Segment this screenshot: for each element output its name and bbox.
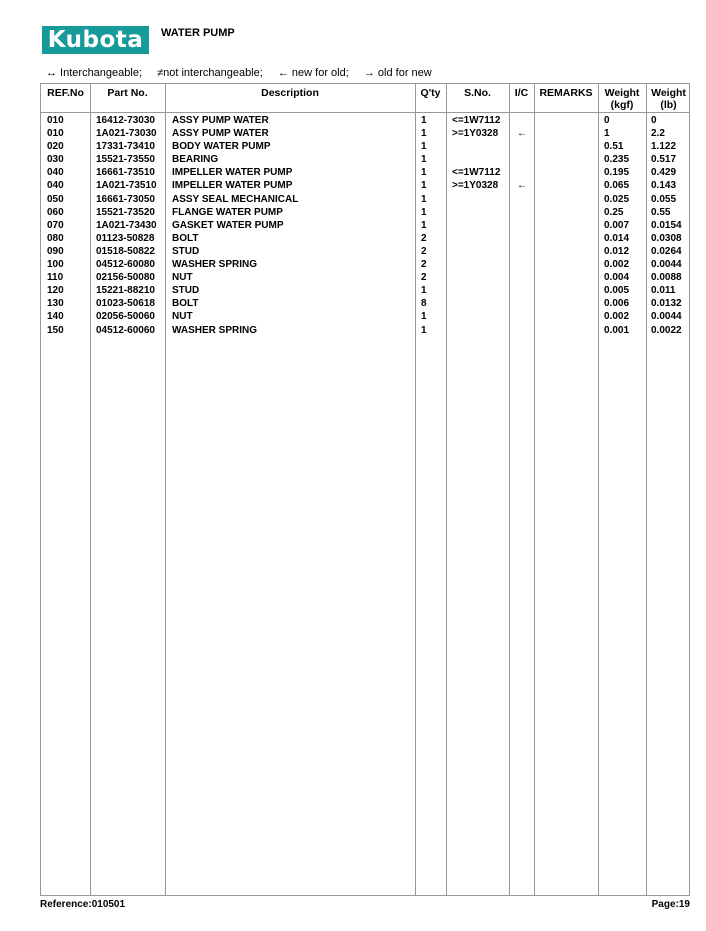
cell-description: IMPELLER WATER PUMP [172, 167, 293, 179]
cell-description: FLANGE WATER PUMP [172, 206, 283, 218]
cell-part-no: 02056-50060 [96, 311, 155, 323]
cell-weight-lb: 0.0308 [651, 232, 682, 244]
cell-description: ASSY PUMP WATER [172, 128, 269, 140]
cell-qty: 2 [421, 232, 427, 244]
table-row [41, 245, 691, 258]
cell-part-no: 01023-50618 [96, 298, 155, 310]
cell-weight-kgf: 0.002 [604, 259, 630, 271]
header-qty: Q'ty [420, 87, 441, 99]
cell-ic: ← [517, 128, 527, 140]
cell-ref-no: 130 [47, 298, 64, 310]
cell-ref-no: 100 [47, 259, 64, 271]
table-row [41, 193, 691, 206]
cell-weight-lb: 0.55 [651, 206, 671, 218]
cell-weight-lb: 0 [651, 115, 657, 126]
cell-weight-kgf: 0.012 [604, 245, 630, 257]
cell-weight-kgf: 0.195 [604, 167, 630, 179]
table-row [41, 153, 691, 166]
cell-weight-lb: 0.0022 [651, 324, 682, 336]
cell-weight-lb: 0.143 [651, 180, 677, 192]
cell-serial-no: <=1W7112 [452, 167, 501, 179]
cell-qty: 1 [421, 128, 427, 140]
page-number: Page:19 [651, 899, 690, 910]
table-row [41, 271, 691, 284]
cell-description: NUT [172, 272, 193, 284]
cell-qty: 2 [421, 272, 427, 284]
cell-weight-kgf: 0.004 [604, 272, 630, 284]
cell-description: NUT [172, 311, 193, 323]
cell-part-no: 16661-73510 [96, 167, 155, 179]
cell-description: BOLT [172, 232, 199, 244]
legend-not-interchangeable: ≠not interchangeable; [157, 67, 263, 79]
cell-weight-lb: 0.0132 [651, 298, 682, 310]
header-part-no: Part No. [107, 87, 148, 99]
cell-qty: 1 [421, 180, 427, 192]
table-row [41, 140, 691, 153]
parts-table [40, 83, 690, 896]
cell-ref-no: 020 [47, 141, 64, 153]
cell-description: ASSY PUMP WATER [172, 115, 269, 126]
cell-qty: 8 [421, 298, 427, 310]
header-weight-lb: Weight (lb) [651, 87, 686, 111]
cell-qty: 1 [421, 324, 427, 336]
cell-serial-no: >=1Y0328 [452, 180, 499, 192]
legend-new-for-old: ← new for old; [277, 67, 349, 79]
cell-weight-lb: 0.0264 [651, 245, 682, 257]
cell-weight-kgf: 0.002 [604, 311, 630, 323]
cell-ic: ← [517, 180, 527, 192]
reference-code: Reference:010501 [40, 899, 126, 910]
cell-ref-no: 080 [47, 232, 64, 244]
cell-part-no: 04512-60080 [96, 259, 155, 271]
header-serial-no: S.No. [464, 87, 491, 99]
cell-ref-no: 110 [47, 272, 64, 284]
table-row [41, 232, 691, 245]
cell-ref-no: 030 [47, 154, 64, 166]
cell-weight-kgf: 0 [604, 115, 610, 126]
cell-weight-lb: 0.055 [651, 193, 677, 205]
cell-part-no: 16661-73050 [96, 193, 155, 205]
cell-serial-no: <=1W7112 [452, 115, 501, 126]
cell-part-no: 16412-73030 [96, 115, 155, 126]
cell-part-no: 15221-88210 [96, 285, 155, 297]
cell-ref-no: 140 [47, 311, 64, 323]
cell-weight-kgf: 0.001 [604, 324, 630, 336]
cell-weight-kgf: 0.51 [604, 141, 624, 153]
cell-description: WASHER SPRING [172, 259, 258, 271]
cell-description: WASHER SPRING [172, 324, 258, 336]
legend-interchangeable: ↔ Interchangeable; [46, 67, 143, 79]
cell-qty: 2 [421, 245, 427, 257]
cell-weight-lb: 0.0154 [651, 219, 682, 231]
cell-weight-kgf: 0.065 [604, 180, 630, 192]
cell-description: BODY WATER PUMP [172, 141, 271, 153]
kubota-logo: Kubota [42, 26, 149, 54]
header-remarks: REMARKS [539, 87, 593, 99]
cell-qty: 2 [421, 259, 427, 271]
cell-weight-lb: 0.0088 [651, 272, 682, 284]
cell-ref-no: 010 [47, 115, 64, 126]
cell-description: ASSY SEAL MECHANICAL [172, 193, 299, 205]
cell-weight-kgf: 0.006 [604, 298, 630, 310]
cell-part-no: 15521-73550 [96, 154, 155, 166]
cell-weight-kgf: 0.007 [604, 219, 630, 231]
cell-part-no: 1A021-73510 [96, 180, 157, 192]
cell-description: GASKET WATER PUMP [172, 219, 284, 231]
cell-weight-lb: 2.2 [651, 128, 665, 140]
cell-weight-kgf: 1 [604, 128, 610, 140]
header-description: Description [261, 87, 319, 99]
table-body [41, 114, 691, 337]
table-row [41, 166, 691, 179]
cell-part-no: 1A021-73030 [96, 128, 157, 140]
cell-weight-kgf: 0.025 [604, 193, 630, 205]
cell-ref-no: 150 [47, 324, 64, 336]
cell-weight-lb: 1.122 [651, 141, 677, 153]
cell-qty: 1 [421, 206, 427, 218]
cell-part-no: 02156-50080 [96, 272, 155, 284]
cell-qty: 1 [421, 219, 427, 231]
cell-ref-no: 010 [47, 128, 64, 140]
table-row [41, 297, 691, 310]
cell-weight-lb: 0.429 [651, 167, 677, 179]
table-row [41, 284, 691, 297]
legend-old-for-new: → old for new [363, 67, 432, 79]
cell-description: STUD [172, 245, 200, 257]
cell-ref-no: 090 [47, 245, 64, 257]
cell-ref-no: 040 [47, 180, 64, 192]
cell-weight-lb: 0.0044 [651, 311, 682, 323]
cell-qty: 1 [421, 311, 427, 323]
table-row [41, 258, 691, 271]
cell-part-no: 15521-73520 [96, 206, 155, 218]
cell-qty: 1 [421, 167, 427, 179]
header-ic: I/C [514, 87, 529, 99]
cell-weight-lb: 0.011 [651, 285, 676, 297]
cell-weight-lb: 0.517 [651, 154, 677, 166]
cell-qty: 1 [421, 154, 427, 166]
cell-description: BEARING [172, 154, 219, 166]
cell-ref-no: 070 [47, 219, 64, 231]
table-row [41, 310, 691, 323]
header-weight-kgf: Weight (kgf) [604, 87, 640, 111]
cell-qty: 1 [421, 115, 427, 126]
cell-ref-no: 120 [47, 285, 64, 297]
table-row [41, 324, 691, 337]
table-row [41, 206, 691, 219]
cell-part-no: 01123-50828 [96, 232, 155, 244]
cell-part-no: 04512-60060 [96, 324, 155, 336]
cell-qty: 1 [421, 141, 427, 153]
table-row [41, 219, 691, 232]
header-divider [41, 112, 689, 113]
cell-weight-kgf: 0.005 [604, 285, 630, 297]
cell-weight-kgf: 0.014 [604, 232, 630, 244]
cell-serial-no: >=1Y0328 [452, 128, 499, 140]
cell-ref-no: 040 [47, 167, 64, 179]
cell-part-no: 1A021-73430 [96, 219, 157, 231]
cell-weight-kgf: 0.25 [604, 206, 624, 218]
cell-description: BOLT [172, 298, 199, 310]
cell-ref-no: 060 [47, 206, 64, 218]
cell-part-no: 17331-73410 [96, 141, 155, 153]
cell-part-no: 01518-50822 [96, 245, 155, 257]
cell-description: STUD [172, 285, 200, 297]
cell-qty: 1 [421, 285, 427, 297]
table-row [41, 114, 691, 127]
cell-ref-no: 050 [47, 193, 64, 205]
table-row [41, 127, 691, 140]
cell-description: IMPELLER WATER PUMP [172, 180, 293, 192]
table-row [41, 179, 691, 192]
cell-weight-kgf: 0.235 [604, 154, 630, 166]
cell-weight-lb: 0.0044 [651, 259, 682, 271]
legend [46, 67, 444, 79]
cell-qty: 1 [421, 193, 427, 205]
header-ref-no: REF.No [47, 87, 84, 99]
page-title: WATER PUMP [161, 27, 235, 39]
